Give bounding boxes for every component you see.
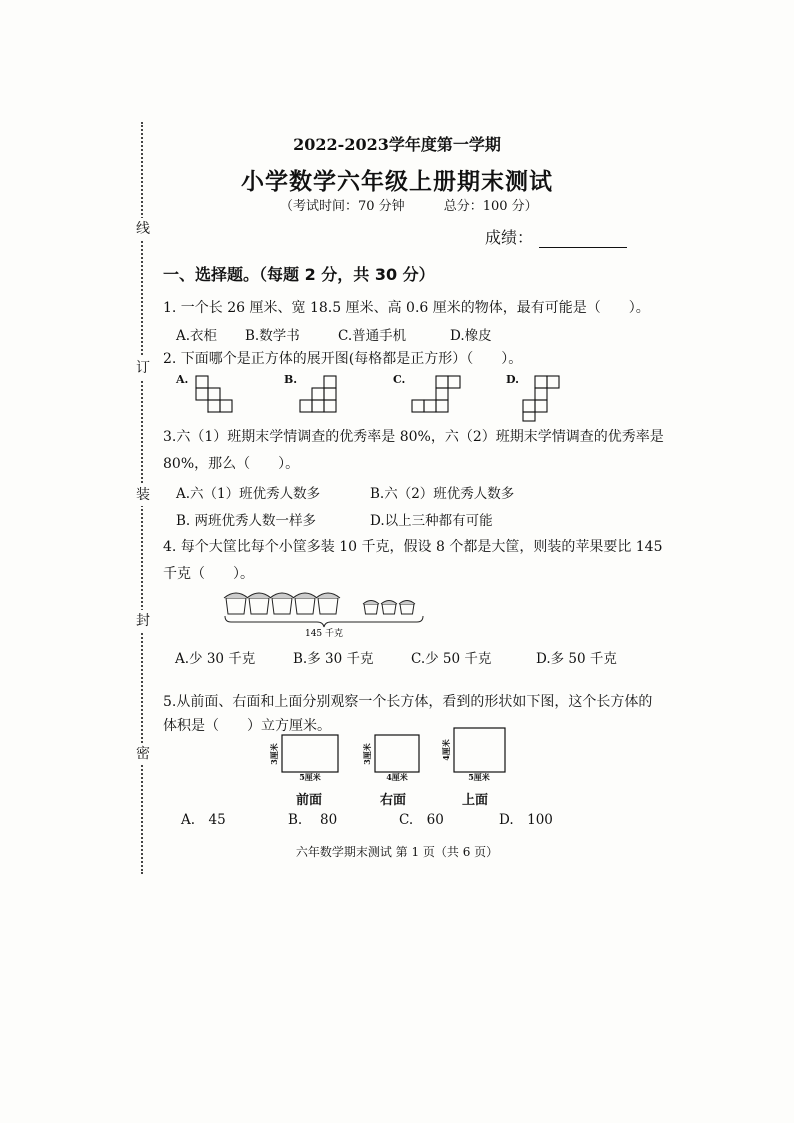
net-a (196, 376, 232, 412)
q2-label-d: D. (506, 373, 519, 386)
score-blank[interactable] (539, 231, 627, 248)
large-baskets (224, 593, 340, 614)
q2-label-c: C. (393, 373, 406, 386)
q1-option-b: B.数学书 (245, 328, 300, 344)
brace (225, 616, 423, 627)
q4-option-d: D.多 50 千克 (536, 651, 617, 667)
binding-char-xian: 线 (134, 218, 152, 240)
binding-char-zhuang: 装 (134, 484, 152, 506)
q1-option-d: D.橡皮 (450, 328, 492, 344)
net-c (412, 376, 460, 412)
net-d (523, 376, 559, 421)
question-4-line-2: 千克（ ）。 (163, 566, 254, 582)
question-2: 2. 下面哪个是正方体的展开图(每格都是正方形）（ ）。 (163, 351, 523, 367)
page-footer: 六年数学期末测试 第 1 页（共 6 页） (295, 845, 499, 859)
net-b (300, 376, 336, 412)
question-5-line-2: 体积是（ ）立方厘米。 (163, 718, 331, 734)
q5-views (268, 726, 518, 786)
q3-option-b: B.六（2）班优秀人数多 (370, 486, 515, 502)
q1-option-a: A.衣柜 (176, 328, 218, 344)
binding-char-ding: 订 (134, 357, 152, 379)
brace-label: 145 千克 (304, 629, 344, 638)
score-field (485, 225, 627, 248)
small-baskets (363, 601, 415, 615)
q5-option-a: A. 45 (181, 812, 226, 828)
right-side-label: 3厘米 (362, 743, 372, 765)
right-bottom-label: 4厘米 (386, 772, 408, 782)
q3-option-d: D.以上三种都有可能 (370, 513, 493, 529)
q2-net-figures (190, 372, 570, 424)
binding-char-feng: 封 (134, 610, 152, 632)
question-3-line-2: 80%，那么（ ）。 (163, 456, 300, 472)
front-view-rect (282, 735, 338, 772)
basket-illustration (222, 588, 427, 638)
q5-option-d: D. 100 (499, 812, 553, 828)
question-5-line-1: 5.从前面、右面和上面分别观察一个长方体，看到的形状如下图，这个长方体的 (163, 694, 653, 710)
right-view-rect (375, 735, 419, 772)
q4-option-c: C.少 50 千克 (411, 651, 492, 667)
question-1: 1. 一个长 26 厘米、宽 18.5 厘米、高 0.6 厘米的物体，最有可能是（ ）。 (163, 300, 650, 316)
q4-option-a: A.少 30 千克 (175, 651, 256, 667)
score-label: 成绩： (485, 228, 534, 247)
q2-label-b: B. (284, 373, 298, 386)
q5-option-b: B. 80 (288, 812, 338, 828)
view-label-front: 前面 (296, 793, 323, 808)
exam-time: （考试时间：70 分钟 (280, 199, 405, 214)
q3-option-a: A.六（1）班优秀人数多 (176, 486, 321, 502)
exam-info (280, 195, 538, 214)
q3-option-c: B. 两班优秀人数一样多 (176, 513, 317, 529)
q4-option-b: B.多 30 千克 (293, 651, 374, 667)
exam-title: 小学数学六年级上册期末测试 (241, 168, 553, 195)
front-bottom-label: 5厘米 (299, 772, 321, 782)
view-label-right: 右面 (380, 793, 407, 808)
section-title: 一、选择题。（每题 2 分，共 30 分） (163, 265, 435, 284)
top-view-rect (454, 728, 505, 772)
view-label-top: 上面 (462, 793, 489, 808)
q5-option-c: C. 60 (399, 812, 444, 828)
top-side-label: 4厘米 (441, 739, 451, 761)
top-bottom-label: 5厘米 (468, 772, 490, 782)
school-year-line: 2022-2023学年度第一学期 (293, 135, 501, 154)
q2-label-a: A. (176, 373, 189, 386)
exam-total: 总分：100 分） (443, 199, 538, 214)
binding-char-mi: 密 (134, 743, 152, 765)
q1-option-c: C.普通手机 (338, 328, 407, 344)
question-4-line-1: 4. 每个大筐比每个小筐多装 10 千克，假设 8 个都是大筐，则装的苹果要比 145 (163, 539, 663, 555)
front-side-label: 3厘米 (269, 743, 279, 765)
question-3-line-1: 3.六（1）班期末学情调查的优秀率是 80%，六（2）班期末学情调查的优秀率是 (163, 429, 664, 445)
